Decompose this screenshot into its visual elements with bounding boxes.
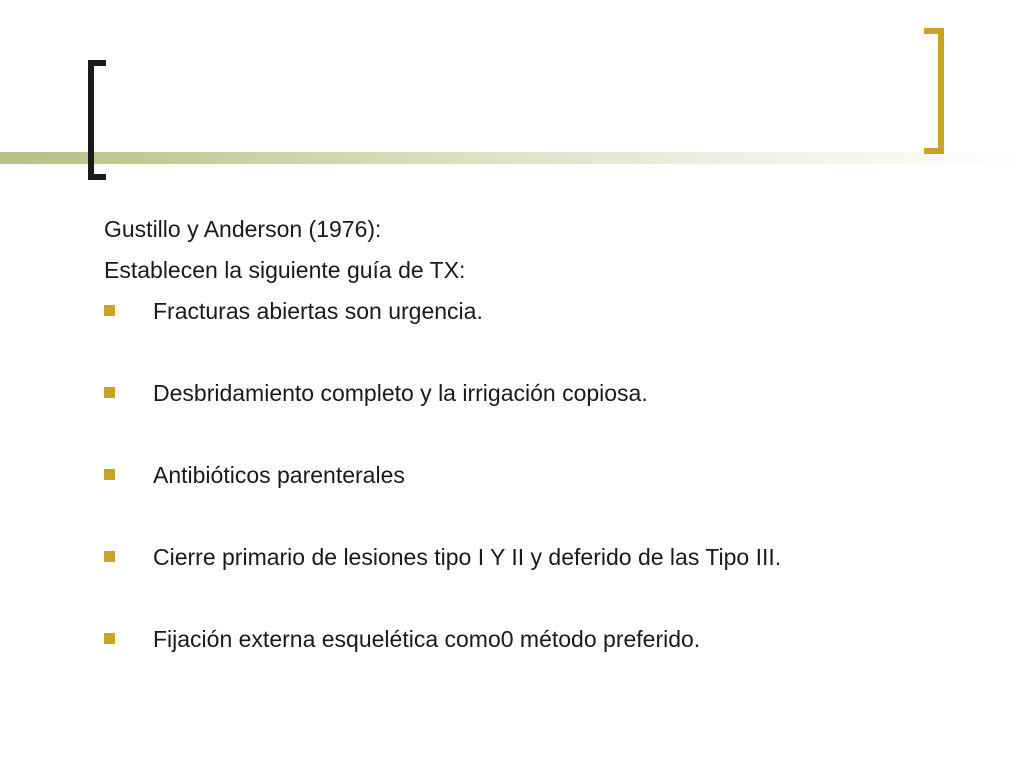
list-item xyxy=(104,458,984,540)
left-bracket-decoration xyxy=(88,60,106,180)
list-item xyxy=(104,540,984,622)
intro-line-guide: Establecen la siguiente guía de TX: xyxy=(104,257,466,283)
bullet-list xyxy=(104,294,984,704)
list-item xyxy=(104,376,984,458)
bullet-text: Desbridamiento completo y la irrigación copiosa. xyxy=(153,380,648,406)
slide-body xyxy=(104,212,984,704)
bullet-text: Fracturas abiertas son urgencia. xyxy=(153,298,483,324)
intro-line-authors: Gustillo y Anderson (1976): xyxy=(104,216,382,242)
square-bullet-icon xyxy=(104,387,115,398)
list-item xyxy=(104,294,984,376)
list-item xyxy=(104,622,984,704)
bullet-text: Cierre primario de lesiones tipo I Y II y deferido de las Tipo III. xyxy=(153,544,782,570)
bullet-text: Antibióticos parenterales xyxy=(153,462,405,488)
header-gradient-band xyxy=(0,152,1024,164)
bullet-text: Fijación externa esquelética como0 método preferido. xyxy=(153,626,701,652)
square-bullet-icon xyxy=(104,305,115,316)
right-bracket-decoration xyxy=(924,28,944,154)
square-bullet-icon xyxy=(104,633,115,644)
square-bullet-icon xyxy=(104,469,115,480)
square-bullet-icon xyxy=(104,551,115,562)
